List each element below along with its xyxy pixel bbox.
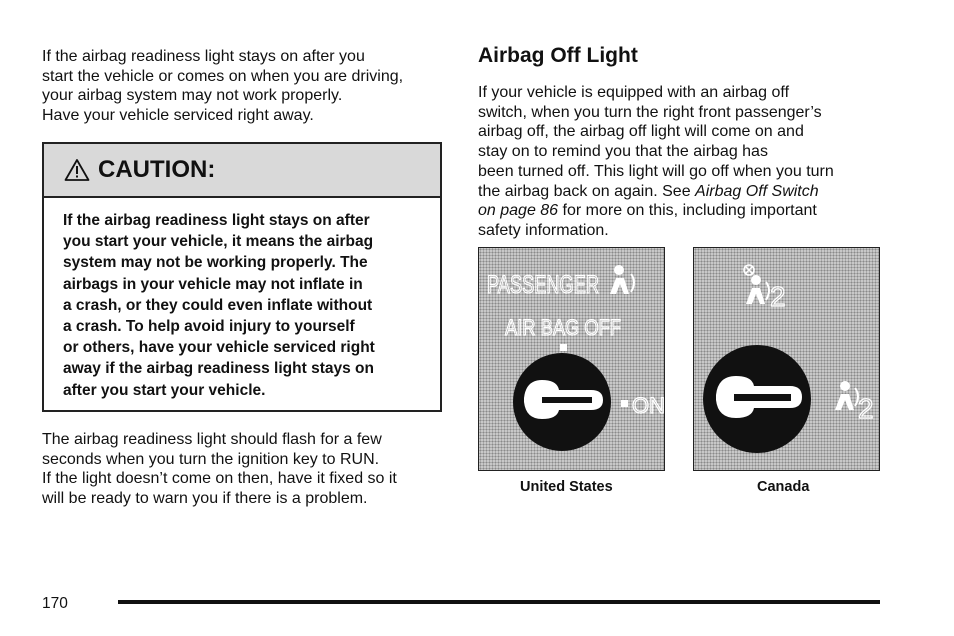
- text-line: switch, when you turn the right front passenger’s: [478, 103, 822, 121]
- text-line: If the airbag readiness light stays on after: [63, 212, 370, 229]
- airbag-on-symbol-icon: [835, 381, 858, 410]
- text-line: a crash. To help avoid injury to yourself: [63, 318, 355, 336]
- text-span: the airbag back on again. See: [478, 182, 696, 200]
- figure-caption-us: United States: [520, 479, 613, 495]
- airbag-off-paragraph: [478, 83, 888, 241]
- page-reference-link[interactable]: on page 86: [478, 202, 559, 220]
- text-line: system may not be working properly. The: [63, 254, 368, 272]
- text-line: or others, have your vehicle serviced right: [63, 339, 375, 357]
- seat-position-2-top: 2: [770, 281, 786, 312]
- on-label: ON: [632, 393, 665, 418]
- text-line: airbag off, the airbag off light will come on and: [478, 123, 804, 141]
- canada-airbag-switch-figure: [693, 247, 880, 471]
- page-number: 170: [42, 595, 68, 612]
- warning-triangle-icon: [64, 158, 90, 182]
- text-line: you start your vehicle, it means the airbag: [63, 233, 374, 251]
- canada-switch-illustration: [694, 248, 880, 471]
- us-switch-illustration: [479, 248, 665, 471]
- text-line: your airbag system may not work properly.: [42, 87, 343, 105]
- cross-reference-link[interactable]: Airbag Off Switch: [695, 182, 819, 200]
- text-line: start the vehicle or comes on when you are driving,: [42, 67, 404, 85]
- text-line: seconds when you turn the ignition key to RUN.: [42, 450, 380, 468]
- airbag-off-symbol-icon: [744, 265, 769, 304]
- figure-caption-canada: Canada: [757, 479, 810, 495]
- seat-position-2-bottom: 2: [858, 393, 874, 424]
- text-line: airbags in your vehicle may not inflate in: [63, 275, 363, 293]
- readiness-paragraph: [42, 430, 452, 509]
- text-line: The airbag readiness light should flash for a few: [42, 431, 382, 448]
- section-heading: Airbag Off Light: [478, 44, 638, 67]
- text-line: [478, 182, 888, 202]
- text-line: [478, 201, 888, 221]
- footer-rule: [118, 600, 880, 604]
- text-line: stay on to remind you that the airbag has: [478, 143, 768, 161]
- text-span: for more on this, including important: [558, 202, 817, 220]
- text-line: will be ready to warn you if there is a problem.: [42, 490, 368, 508]
- text-line: If the airbag readiness light stays on after you: [42, 48, 365, 65]
- text-line: a crash, or they could even inflate without: [63, 296, 373, 314]
- text-line: safety information.: [478, 221, 609, 239]
- text-line: after you start your vehicle.: [63, 381, 266, 399]
- caution-header: [44, 144, 440, 198]
- text-line: If your vehicle is equipped with an airbag off: [478, 84, 790, 101]
- passenger-airbag-icon: [610, 265, 634, 294]
- passenger-label: PASSENGER: [487, 271, 599, 299]
- caution-box: [42, 142, 442, 412]
- on-indicator-dot: [621, 400, 628, 407]
- airbag-off-label: AIR BAG OFF: [505, 315, 621, 340]
- text-line: been turned off. This light will go off when you turn: [478, 162, 834, 180]
- caution-title: CAUTION:: [98, 156, 216, 183]
- text-line: away if the airbag readiness light stays on: [63, 360, 374, 378]
- off-indicator-dot: [560, 344, 567, 351]
- text-line: Have your vehicle serviced right away.: [42, 107, 314, 125]
- intro-paragraph: [42, 47, 447, 126]
- text-line: If the light doesn’t come on then, have it fixed so it: [42, 470, 397, 488]
- us-airbag-switch-figure: [478, 247, 665, 471]
- caution-body: [63, 210, 433, 401]
